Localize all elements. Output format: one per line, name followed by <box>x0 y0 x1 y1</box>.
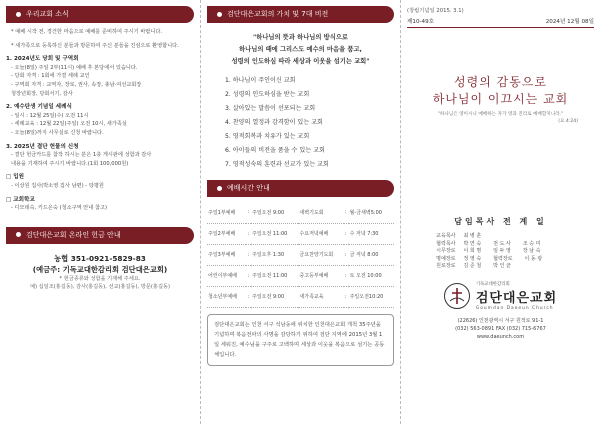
slogan-line: 성령의 감동으로 <box>454 75 547 89</box>
vision-item: 7. 영적성숙의 훈련과 선교가 있는 교회 <box>225 161 329 168</box>
worship-cell: : <box>246 202 251 223</box>
worship-cell: : <box>344 286 349 307</box>
staff-role: 협력목사 <box>436 240 456 247</box>
news-body <box>6 28 194 213</box>
news-line: - 오늘(8일)까지 사무실로 신청 바랍니다. <box>11 129 104 136</box>
school-title: □ 교회학교 <box>6 196 35 203</box>
church-logo-text <box>476 281 557 311</box>
news-section-header <box>6 6 194 23</box>
worship-cell: 금요찬양기도회 <box>298 244 343 265</box>
denomination: 기독교대한감리회 <box>475 281 510 287</box>
church-description: 검단대은교회는 인천 서구 석남동에 위치한 인천대은교회 개척 35주년을 기념하며 복음전파의 사명을 감당하기 위하여 검단 지역에 2015년 3월 1일 세워진, 예수님을 구주로 고백하며 세상과 이웃을 복음으로 섬기는 공동체입니다. <box>207 314 394 366</box>
staff-name: 박 연 숙 <box>463 240 482 247</box>
news-line: - 오늘(8일) 주일 2부(11시) 예배 후 본당에서 있습니다. <box>11 64 138 71</box>
vision-item: 4. 찬양의 열정과 감격함이 있는 교회 <box>225 119 323 126</box>
church-address: (22626) 인천광역시 서구 원적로 91-1 <box>457 317 544 324</box>
news-subtitle: 1. 2024년도 당회 및 구역회 <box>6 56 79 63</box>
staff-name: 조 승 미 <box>522 240 541 247</box>
staff-name: 임 두 영 <box>493 248 511 255</box>
bullet-icon <box>16 12 21 17</box>
worship-cell: 청소년부예배 <box>207 286 246 307</box>
intro-line: 하나님의 때에 그리스도 예수의 마음을 품고, <box>239 46 362 53</box>
staff-list <box>426 233 576 271</box>
right-panel <box>400 0 600 424</box>
founding-date: (창립기념일 2015. 3.1) <box>407 8 464 14</box>
staff-row <box>426 233 576 241</box>
staff-row <box>426 248 576 256</box>
worship-cell: 새벽기도회 <box>298 202 343 223</box>
staff-name: 협력장로 <box>493 255 513 262</box>
worship-cell: : <box>246 265 251 286</box>
news-item: * 새가족으로 등록하신 분들과 방문하여 주신 분들을 진심으로 환영합니다. <box>11 42 179 49</box>
staff-role: 원로장로 <box>436 263 456 270</box>
news-line: - 구역회 자격 : 교역자, 장로, 권사, 속장, 총남·여선교회장 <box>11 81 142 88</box>
vision-item: 2. 성령의 인도하심을 받는 교회 <box>225 91 310 98</box>
intro-line: "하나님의 뜻과 하나님의 방식으로 <box>252 34 349 41</box>
intro-line: 성령의 인도하심 따라 세상과 이웃을 섬기는 교회" <box>231 58 370 65</box>
worship-cell: : <box>344 265 349 286</box>
offering-section-title: 검단대은교회 온라인 헌금 안내 <box>26 230 121 239</box>
worship-cell: 수 저녁 7:30 <box>349 223 394 244</box>
vision-list <box>207 74 394 172</box>
worship-cell: 주일1부예배 <box>207 202 246 223</box>
worship-cell: 주일오전 11:00 <box>251 223 298 244</box>
church-phone: (032) 563-0891 FAX (032) 715-6767 <box>455 325 546 332</box>
news-item: * 예배 시작 전, 경건한 마음으로 예배를 준비하여 주시기 바랍니다. <box>11 29 163 35</box>
church-name: 검단대은교회 <box>475 290 558 306</box>
news-subtitle: 2. 예수탄생 기념일 세례식 <box>6 104 72 111</box>
vision-section-header <box>207 6 394 23</box>
staff-name: 최 병 훈 <box>463 233 482 239</box>
worship-cell: 주일2부예배 <box>207 223 246 244</box>
staff-names <box>464 263 511 271</box>
news-section-title: 우리교회 소식 <box>26 10 69 18</box>
worship-cell: : <box>344 202 349 223</box>
worship-cell: 금 저녁 8:00 <box>349 244 394 265</box>
news-line: - 세례교육 : 12월 22일(주일) 오전 10시, 새가족실 <box>11 121 127 128</box>
worship-cell: 주일오전10:20 <box>349 286 394 307</box>
worship-row <box>207 244 394 265</box>
worship-row <box>207 265 394 286</box>
worship-cell: 새가족교육 <box>298 286 343 307</box>
news-subtitle: 3. 2025년 결단 헌물의 신청 <box>6 143 79 150</box>
church-contact <box>407 317 594 341</box>
church-website[interactable]: www.daeunch.com <box>476 333 525 340</box>
worship-table <box>207 202 394 308</box>
worship-row <box>207 286 394 307</box>
news-line: 내용을 기재하여 주시기 바랍니다.(1회 100,000원) <box>11 160 129 167</box>
worship-cell: : <box>246 286 251 307</box>
bulletin-header <box>407 17 594 28</box>
vision-item: 1. 하나님이 주인이신 교회 <box>225 77 296 84</box>
worship-cell: 주일오전 9:00 <box>251 286 298 307</box>
bullet-icon <box>217 12 222 17</box>
staff-name: 장 남 숙 <box>522 248 541 255</box>
offering-notice: * 헌금종류와 성함을 기재해 주세요. <box>59 275 141 282</box>
news-line: - 당회 자격 : 1회에 가결 세례 교인 <box>11 73 90 80</box>
staff-names <box>464 233 482 241</box>
staff-name: 정 영 숙 <box>463 255 482 262</box>
offering-body <box>6 249 194 291</box>
staff-row <box>426 263 576 271</box>
bullet-icon <box>16 232 21 237</box>
verse-reference: (요 4:24) <box>558 119 578 124</box>
middle-panel <box>200 0 400 424</box>
staff-name: 김 준 철 <box>463 263 482 270</box>
bullet-icon <box>217 186 222 191</box>
worship-cell: : <box>344 244 349 265</box>
worship-cell: : <box>246 223 251 244</box>
worship-cell: : <box>246 244 251 265</box>
vision-section-title: 검단대은교회의 가치 및 7대 비전 <box>227 10 329 18</box>
worship-section-title: 예배시간 안내 <box>227 184 270 192</box>
staff-role: 시무장로 <box>436 248 456 255</box>
vision-intro <box>207 28 394 74</box>
slogan <box>407 74 594 108</box>
hospital-line: - 이상원 집사(박소영 집사 남편) - 탕평원 <box>11 182 104 189</box>
offering-section-header <box>6 227 194 244</box>
staff-role: 교육목사 <box>436 233 456 239</box>
vision-item: 3. 살아있는 말씀이 선포되는 교회 <box>225 105 316 112</box>
worship-cell: 주일오전 11:00 <box>251 265 298 286</box>
church-name-en: Goumdan Daeeun Church <box>475 305 554 311</box>
volume-number: 제10-49호 <box>407 19 435 25</box>
slogan-line: 하나님이 이끄시는 교회 <box>432 92 569 106</box>
worship-cell: 주일오후 1:30 <box>251 244 298 265</box>
worship-cell: 주일오전 9:00 <box>251 202 298 223</box>
vision-item: 6. 아이들의 비전을 품을 수 있는 교회 <box>225 147 325 154</box>
bible-verse: "하나님은 영이시니 예배하는 자가 영과 진리로 예배할지니라." <box>437 112 564 117</box>
staff-role: 명예장로 <box>436 255 456 262</box>
worship-section-header <box>207 180 394 197</box>
senior-pastor: 담임목사 전 계 일 <box>454 217 547 226</box>
staff-name: 이 동 광 <box>524 255 543 262</box>
school-line: - 디모데숙, 키드온숙 (청소구역 안내 참고) <box>11 205 107 212</box>
staff-name: 이 희 명 <box>463 248 482 255</box>
news-line: 청장년회장, 당회서기, 감사 <box>11 90 73 97</box>
offering-example: 예) 십일조(홍길동), 감사(홍길동), 선교(홍길동), 방문(홍길동) <box>29 283 170 290</box>
worship-row <box>207 223 394 244</box>
vision-item: 5. 영적회복과 치유가 있는 교회 <box>225 133 310 140</box>
bank-account: 농협 351-0921-5829-83 <box>54 253 146 263</box>
news-line: - 일시 : 12월 25일(수) 오전 11시 <box>11 112 89 119</box>
staff-name: 천 도 사 <box>493 240 511 247</box>
worship-cell: 월-금새벽5:00 <box>349 202 394 223</box>
news-line: - 결단 헌금카드를 참작 하시는 분은 1층 게시판에 성함과 감사 <box>11 152 152 159</box>
church-logo-icon <box>444 283 470 309</box>
worship-cell: 주일3부예배 <box>207 244 246 265</box>
hospital-title: □ 입원 <box>6 174 25 181</box>
worship-cell: : <box>344 223 349 244</box>
worship-cell: 토 오전 10:00 <box>349 265 394 286</box>
worship-cell: 수요저녁예배 <box>298 223 343 244</box>
account-holder: (예금주: 기독교대한감리회 검단대은교회) <box>32 264 168 274</box>
staff-name: 박 인 균 <box>493 263 511 270</box>
bulletin-date: 2024년 12월 08일 <box>545 19 594 25</box>
staff-names <box>464 248 541 256</box>
left-panel <box>0 0 200 424</box>
worship-row <box>207 202 394 223</box>
worship-cell: 어린이부예배 <box>207 265 246 286</box>
church-logo-area <box>407 281 594 311</box>
worship-cell: 중고등부예배 <box>298 265 343 286</box>
